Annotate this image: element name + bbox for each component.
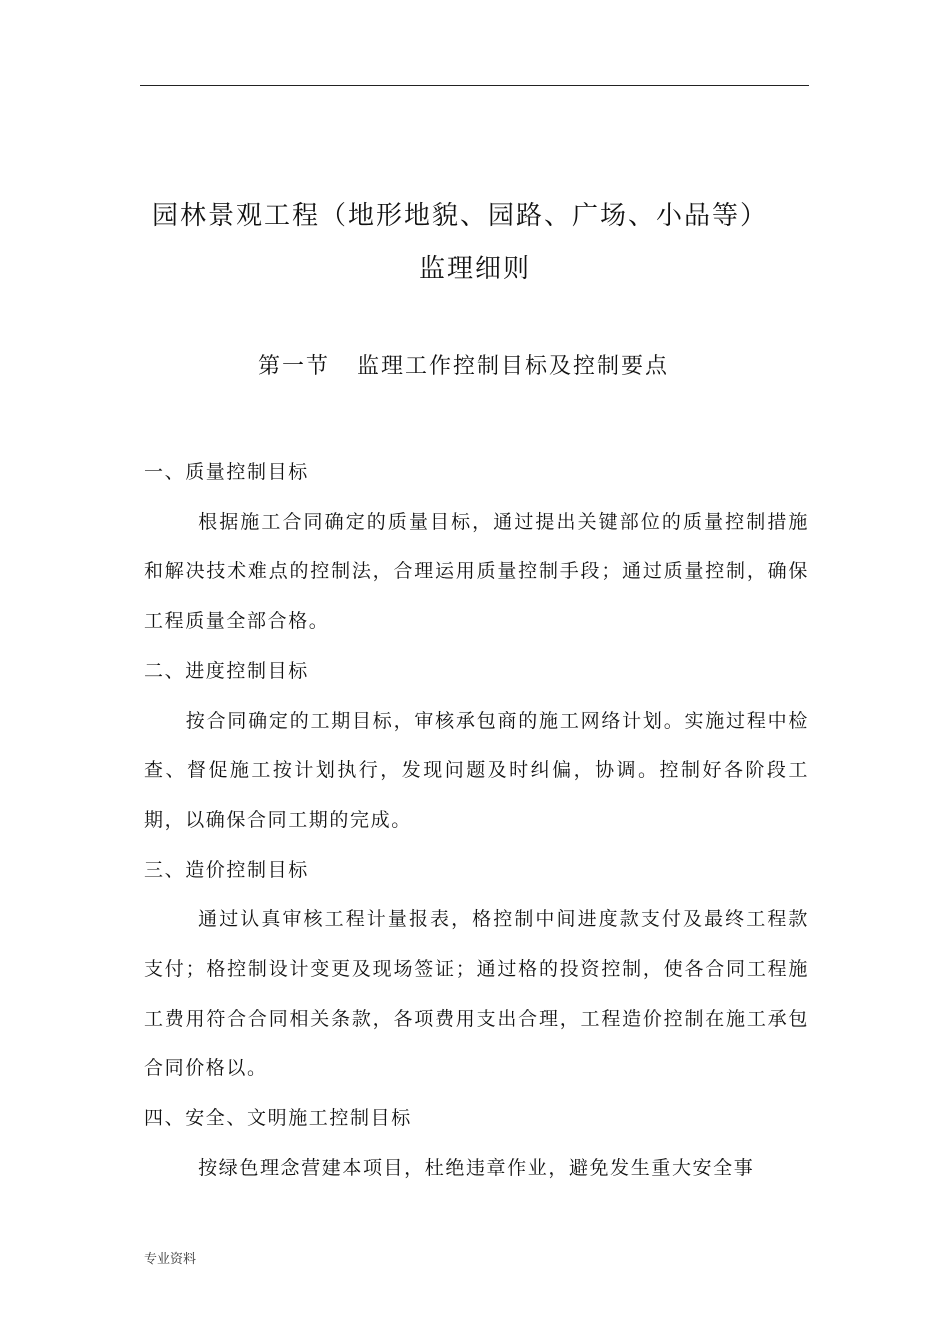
paragraph-cost: 通过认真审核工程计量报表，格控制中间进度款支付及最终工程款支付；格控制设计变更及现场签证；通过格的投资控制，使各合同工程施工费用符合合同相关条款，各项费用支出合理，工程造价控制在施工承包合同价格以。 [144, 908, 809, 1080]
section-title: 第一节 监理工作控制目标及控制要点 [258, 354, 669, 379]
page-footer: 专业资料 [144, 1252, 197, 1267]
header-rule [140, 85, 809, 86]
paragraph-quality: 根据施工合同确定的质量目标，通过提出关键部位的质量控制措施和解决技术难点的控制法，合理运用质量控制手段；通过质量控制，确保工程质量全部合格。 [144, 510, 809, 633]
heading-cost: 三、造价控制目标 [144, 858, 309, 881]
heading-quality: 一、质量控制目标 [144, 461, 309, 483]
paragraph-safety: 按绿色理念营建本项目，杜绝违章作业，避免发生重大安全事 [198, 1156, 755, 1179]
heading-safety: 四、安全、文明施工控制目标 [144, 1107, 412, 1130]
heading-schedule: 二、进度控制目标 [144, 659, 309, 682]
document-subtitle: 监理细则 [418, 254, 531, 284]
paragraph-schedule: 按合同确定的工期目标，审核承包商的施工网络计划。实施过程中检查、督促施工按计划执行，发现问题及时纠偏，协调。控制好各阶段工期，以确保合同工期的完成。 [144, 709, 809, 831]
document-title: 园林景观工程（地形地貌、园路、广场、小品等） [151, 201, 768, 231]
document-body [144, 448, 809, 1194]
